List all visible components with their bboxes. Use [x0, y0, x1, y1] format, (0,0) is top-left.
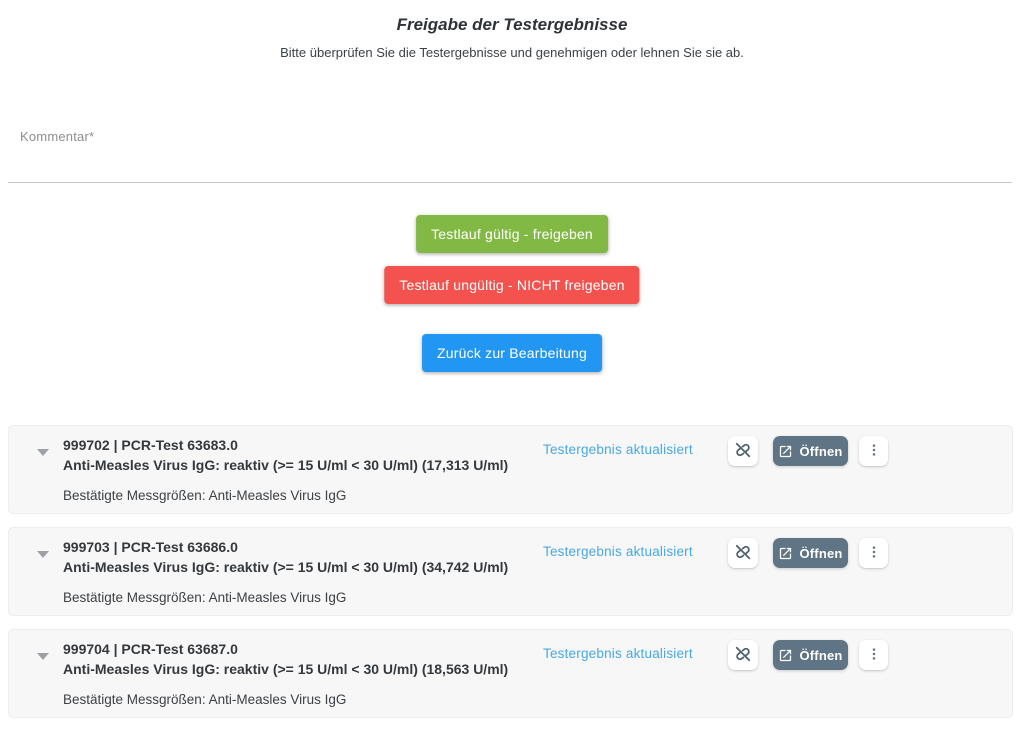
result-row [8, 629, 1013, 718]
result-confirmed-line: Bestätigte Messgrößen: Anti-Measles Virus IgG [63, 692, 347, 707]
kebab-menu-button[interactable] [859, 640, 888, 670]
chevron-down-icon[interactable] [36, 648, 50, 657]
result-confirmed-line: Bestätigte Messgrößen: Anti-Measles Virus IgG [63, 488, 347, 503]
link-off-icon [733, 542, 753, 565]
chevron-down-icon[interactable] [36, 444, 50, 453]
kebab-menu-icon [866, 646, 882, 665]
result-value-line: Anti-Measles Virus IgG: reaktiv (>= 15 U/ml < 30 U/ml) (18,563 U/ml) [63, 661, 509, 677]
result-row [8, 425, 1013, 514]
result-list [8, 425, 1013, 731]
result-value-line: Anti-Measles Virus IgG: reaktiv (>= 15 U/ml < 30 U/ml) (17,313 U/ml) [63, 457, 509, 473]
link-off-icon [733, 644, 753, 667]
link-off-icon [733, 440, 753, 463]
open-in-new-icon [778, 444, 793, 459]
result-text-block [63, 437, 508, 503]
unlink-button[interactable] [728, 436, 758, 466]
kebab-menu-icon [866, 442, 882, 461]
comment-input[interactable] [8, 149, 1012, 183]
reject-button[interactable]: Testlauf ungültig - NICHT freigeben [384, 266, 639, 304]
kebab-menu-button[interactable] [859, 436, 888, 466]
open-button[interactable] [773, 538, 848, 568]
approve-button[interactable]: Testlauf gültig - freigeben [416, 215, 608, 253]
kebab-menu-button[interactable] [859, 538, 888, 568]
back-to-edit-button[interactable]: Zurück zur Bearbeitung [422, 334, 602, 372]
open-button-label: Öffnen [799, 647, 843, 663]
unlink-button[interactable] [728, 538, 758, 568]
status-text: Testergebnis aktualisiert [543, 544, 693, 559]
result-text-block [63, 539, 508, 605]
status-text: Testergebnis aktualisiert [543, 646, 693, 661]
result-row [8, 527, 1013, 616]
open-in-new-icon [778, 546, 793, 561]
comment-label: Kommentar* [20, 129, 95, 144]
result-title: 999703 | PCR-Test 63686.0 [63, 539, 238, 555]
result-confirmed-line: Bestätigte Messgrößen: Anti-Measles Virus IgG [63, 590, 347, 605]
open-in-new-icon [778, 648, 793, 663]
result-title: 999702 | PCR-Test 63683.0 [63, 437, 238, 453]
chevron-down-icon[interactable] [36, 546, 50, 555]
open-button[interactable] [773, 436, 848, 466]
unlink-button[interactable] [728, 640, 758, 670]
open-button-label: Öffnen [799, 443, 843, 459]
result-title: 999704 | PCR-Test 63687.0 [63, 641, 238, 657]
kebab-menu-icon [866, 544, 882, 563]
open-button[interactable] [773, 640, 848, 670]
open-button-label: Öffnen [799, 545, 843, 561]
page-title: Freigabe der Testergebnisse [396, 15, 628, 34]
result-text-block [63, 641, 508, 707]
result-value-line: Anti-Measles Virus IgG: reaktiv (>= 15 U/ml < 30 U/ml) (34,742 U/ml) [63, 559, 509, 575]
page-subtitle: Bitte überprüfen Sie die Testergebnisse und genehmigen oder lehnen Sie sie ab. [280, 45, 744, 60]
status-text: Testergebnis aktualisiert [543, 442, 693, 457]
